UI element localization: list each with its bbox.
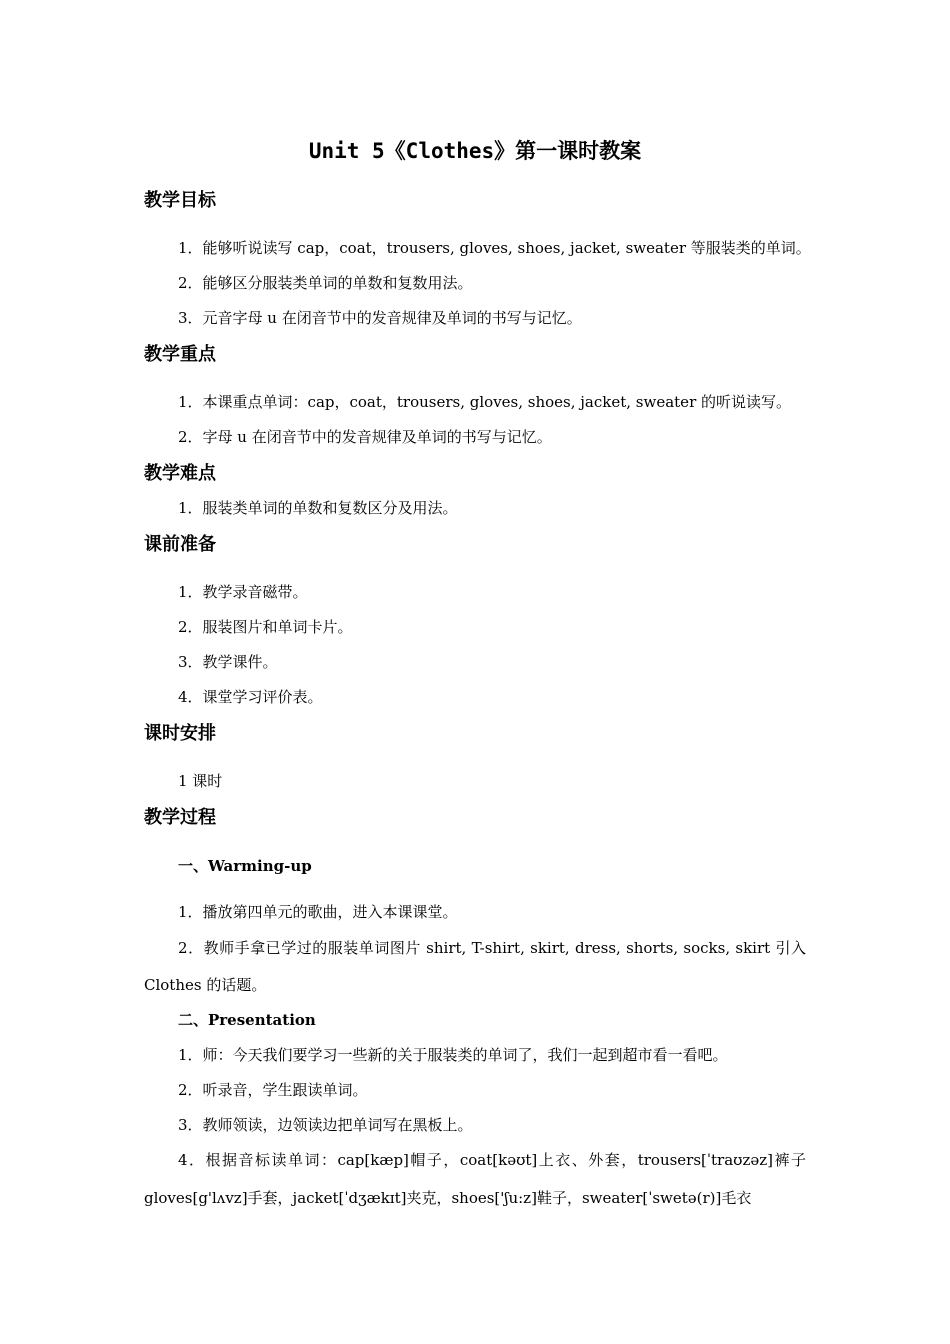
presentation-item-4-line-1: 4．根据音标读单词：cap[kæp]帽子，coat[kəʊt]上衣、外套，trousers[ˈtraʊzəz]裤子 — [178, 1151, 806, 1169]
preparation-item-2: 2．服装图片和单词卡片。 — [178, 618, 353, 636]
objective-item-3: 3．元音字母 u 在闭音节中的发音规律及单词的书写与记忆。 — [178, 309, 582, 327]
difficulty-item-1: 1．服装类单词的单数和复数区分及用法。 — [178, 499, 458, 517]
presentation-item-4-line-2: gloves[g'lʌvz]手套，jacket[ˈdʒækɪt]夹克，shoes['ʃu:z]鞋子，sweater[ˈswetə(r)]毛衣 — [144, 1189, 752, 1207]
preparation-item-3: 3．教学课件。 — [178, 653, 278, 671]
warmup-item-2-line-2: Clothes 的话题。 — [144, 976, 267, 994]
presentation-item-2: 2．听录音，学生跟读单词。 — [178, 1081, 368, 1099]
document-title: Unit 5《Clothes》第一课时教案 — [308, 139, 642, 163]
objective-item-1: 1．能够听说读写 cap，coat，trousers, gloves, shoes, jacket, sweater 等服装类的单词。 — [178, 239, 811, 257]
presentation-title: 二、Presentation — [178, 1011, 316, 1029]
key-point-item-2: 2．字母 u 在闭音节中的发音规律及单词的书写与记忆。 — [178, 428, 552, 446]
schedule-text: 1 课时 — [178, 772, 223, 790]
objective-item-2: 2．能够区分服装类单词的单数和复数用法。 — [178, 274, 473, 292]
presentation-item-1: 1．师：今天我们要学习一些新的关于服装类的单词了，我们一起到超市看一看吧。 — [178, 1046, 728, 1064]
heading-objectives: 教学目标 — [144, 190, 216, 211]
heading-schedule: 课时安排 — [144, 723, 216, 744]
heading-key-points: 教学重点 — [144, 344, 216, 365]
preparation-item-4: 4．课堂学习评价表。 — [178, 688, 323, 706]
warmup-item-2-line-1: 2．教师手拿已学过的服装单词图片 shirt, T-shirt, skirt, dress, shorts, socks, skirt 引入 — [178, 939, 806, 957]
warmup-item-1: 1．播放第四单元的歌曲，进入本课课堂。 — [178, 903, 458, 921]
heading-preparation: 课前准备 — [144, 534, 216, 555]
presentation-item-3: 3．教师领读，边领读边把单词写在黑板上。 — [178, 1116, 473, 1134]
key-point-item-1: 1．本课重点单词：cap，coat，trousers, gloves, shoes, jacket, sweater 的听说读写。 — [178, 393, 792, 411]
heading-difficulties: 教学难点 — [144, 463, 216, 484]
warmup-title: 一、Warming-up — [178, 857, 312, 875]
heading-process: 教学过程 — [144, 807, 216, 828]
preparation-item-1: 1．教学录音磁带。 — [178, 583, 308, 601]
